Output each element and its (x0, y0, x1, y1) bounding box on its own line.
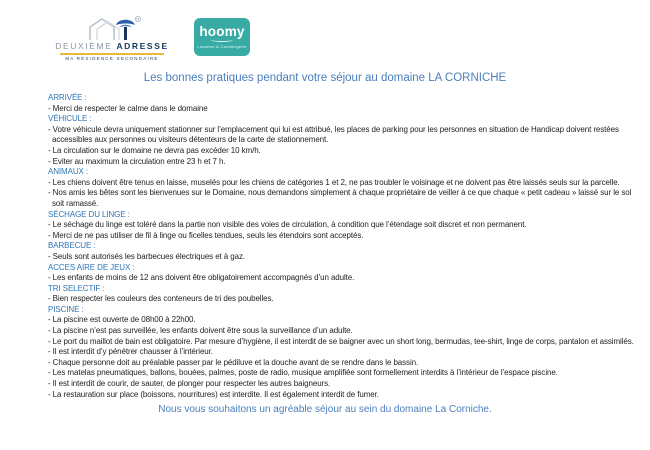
logo-word-adresse: ADRESSE (116, 41, 169, 51)
section-item: - Votre véhicule devra uniquement stationner sur l’emplacement qui lui est attribué, les places de parking pour les personnes en situation de Handicap doivent restées accessibles aux personnes ou visiteurs détenteurs de la carte de stationnement. (48, 124, 619, 145)
section-item: - Il est interdit d’y pénétrer chausser à l’intérieur. (48, 347, 213, 357)
section-barbecue (48, 241, 640, 262)
section-acces-aire-de-jeux (48, 263, 640, 284)
registered-mark: R (136, 16, 140, 22)
hoomy-tagline: Location & Conciergerie (197, 43, 247, 49)
section-item: - Le port du maillot de bain est obligatoire. Par mesure d’hygiène, il est interdit de se baigner avec un short long, bermudas, tee-shirt, linge de corps, pantalon et assimilés. (48, 336, 634, 346)
section-item: - Il est interdit de courir, de sauter, de plonger pour respecter les autres baigneurs. (48, 379, 331, 389)
section-item: - Nos amis les bêtes sont les bienvenues sur le Domaine, nous demandons simplement à chaque propriétaire de veiller à ce que chaque « petit cadeau » laissé sur le sol soit ramassé. (48, 188, 632, 208)
section-tri-selectif (48, 284, 640, 305)
deuxieme-adresse-logo (54, 15, 170, 61)
deuxieme-adresse-tagline: MA RÉSIDENCE SECONDAIRE (65, 56, 159, 61)
section-heading: ANIMAUX : (48, 167, 88, 177)
page-title: Les bonnes pratiques pendant votre séjour au domaine LA CORNICHE (143, 72, 507, 84)
logo-rule (60, 53, 164, 55)
section-heading: ARRIVÉE : (48, 93, 87, 102)
section-item: - Les matelas pneumatiques, ballons, bouées, palmes, poste de radio, musique amplifiée sont formellement interdits à l’intérieur de l’espace piscine. (48, 368, 558, 378)
section-item: - La restauration sur place (boissons, nourritures) est interdite. Il est également interdit de fumer. (48, 389, 379, 399)
section-heading: TRI SELECTIF : (48, 283, 105, 293)
section-heading: SÉCHAGE DU LINGE : (48, 209, 130, 219)
section-item: - La circulation sur le domaine ne devra pas excéder 10 km/h. (48, 145, 261, 155)
section-item: - Les enfants de moins de 12 ans doivent être obligatoirement accompagnés d’un adulte. (48, 273, 355, 283)
section-heading: VÉHICULE : (48, 114, 92, 124)
document-body (0, 84, 650, 400)
section-item: - La piscine n’est pas surveillée, les enfants doivent être sous la surveillance d’un adulte. (48, 326, 353, 336)
hoomy-logo (194, 18, 250, 56)
section-v-hicule (48, 114, 640, 167)
section-heading: ACCES AIRE DE JEUX : (48, 262, 135, 272)
house-tree-icon (80, 15, 144, 41)
hoomy-wordmark: hoomy (199, 24, 245, 40)
deuxieme-adresse-wordmark (55, 42, 168, 51)
section-item: - Bien respecter les couleurs des conteneurs de tri des poubelles. (48, 294, 274, 304)
section-item: - Eviter au maximum la circulation entre 23 h et 7 h. (48, 156, 226, 166)
logo-word-deuxieme: DEUXIÈME (55, 41, 113, 51)
document-header (0, 0, 650, 63)
section-arriv-e (48, 93, 640, 114)
section-item: - Chaque personne doit au préalable passer par le pédiluve et la douche avant de se rendre dans le bassin. (48, 357, 419, 367)
section-item: - Les chiens doivent être tenus en laisse, muselés pour les chiens de catégories 1 et 2, ne pas troubler le voisinage et ne doivent pas être laissés seuls sur la parcelle. (48, 177, 620, 187)
section-piscine (48, 305, 640, 400)
section-item: - Merci de ne pas utiliser de fil à linge ou ficelles tendues, seuls les étendoirs sont acceptés. (48, 230, 364, 240)
closing-line: Nous vous souhaitons un agréable séjour au sein du domaine La Corniche. (158, 404, 492, 416)
section-item: - La piscine est ouverte de 08h00 à 22h00. (48, 315, 196, 325)
hoomy-swoosh (211, 38, 233, 42)
section-item: - Seuls sont autorisés les barbecues électriques et à gaz. (48, 251, 245, 261)
section-heading: BARBECUE : (48, 241, 96, 251)
section-item: - Le séchage du linge est toléré dans la partie non visible des voies de circulation, à condition que l’étendage soit discret et non permanent. (48, 220, 527, 230)
section-heading: PISCINE : (48, 304, 84, 314)
section-item: - Merci de respecter le calme dans le domaine (48, 103, 208, 113)
section-s-chage-du-linge (48, 210, 640, 242)
section-animaux (48, 167, 640, 209)
